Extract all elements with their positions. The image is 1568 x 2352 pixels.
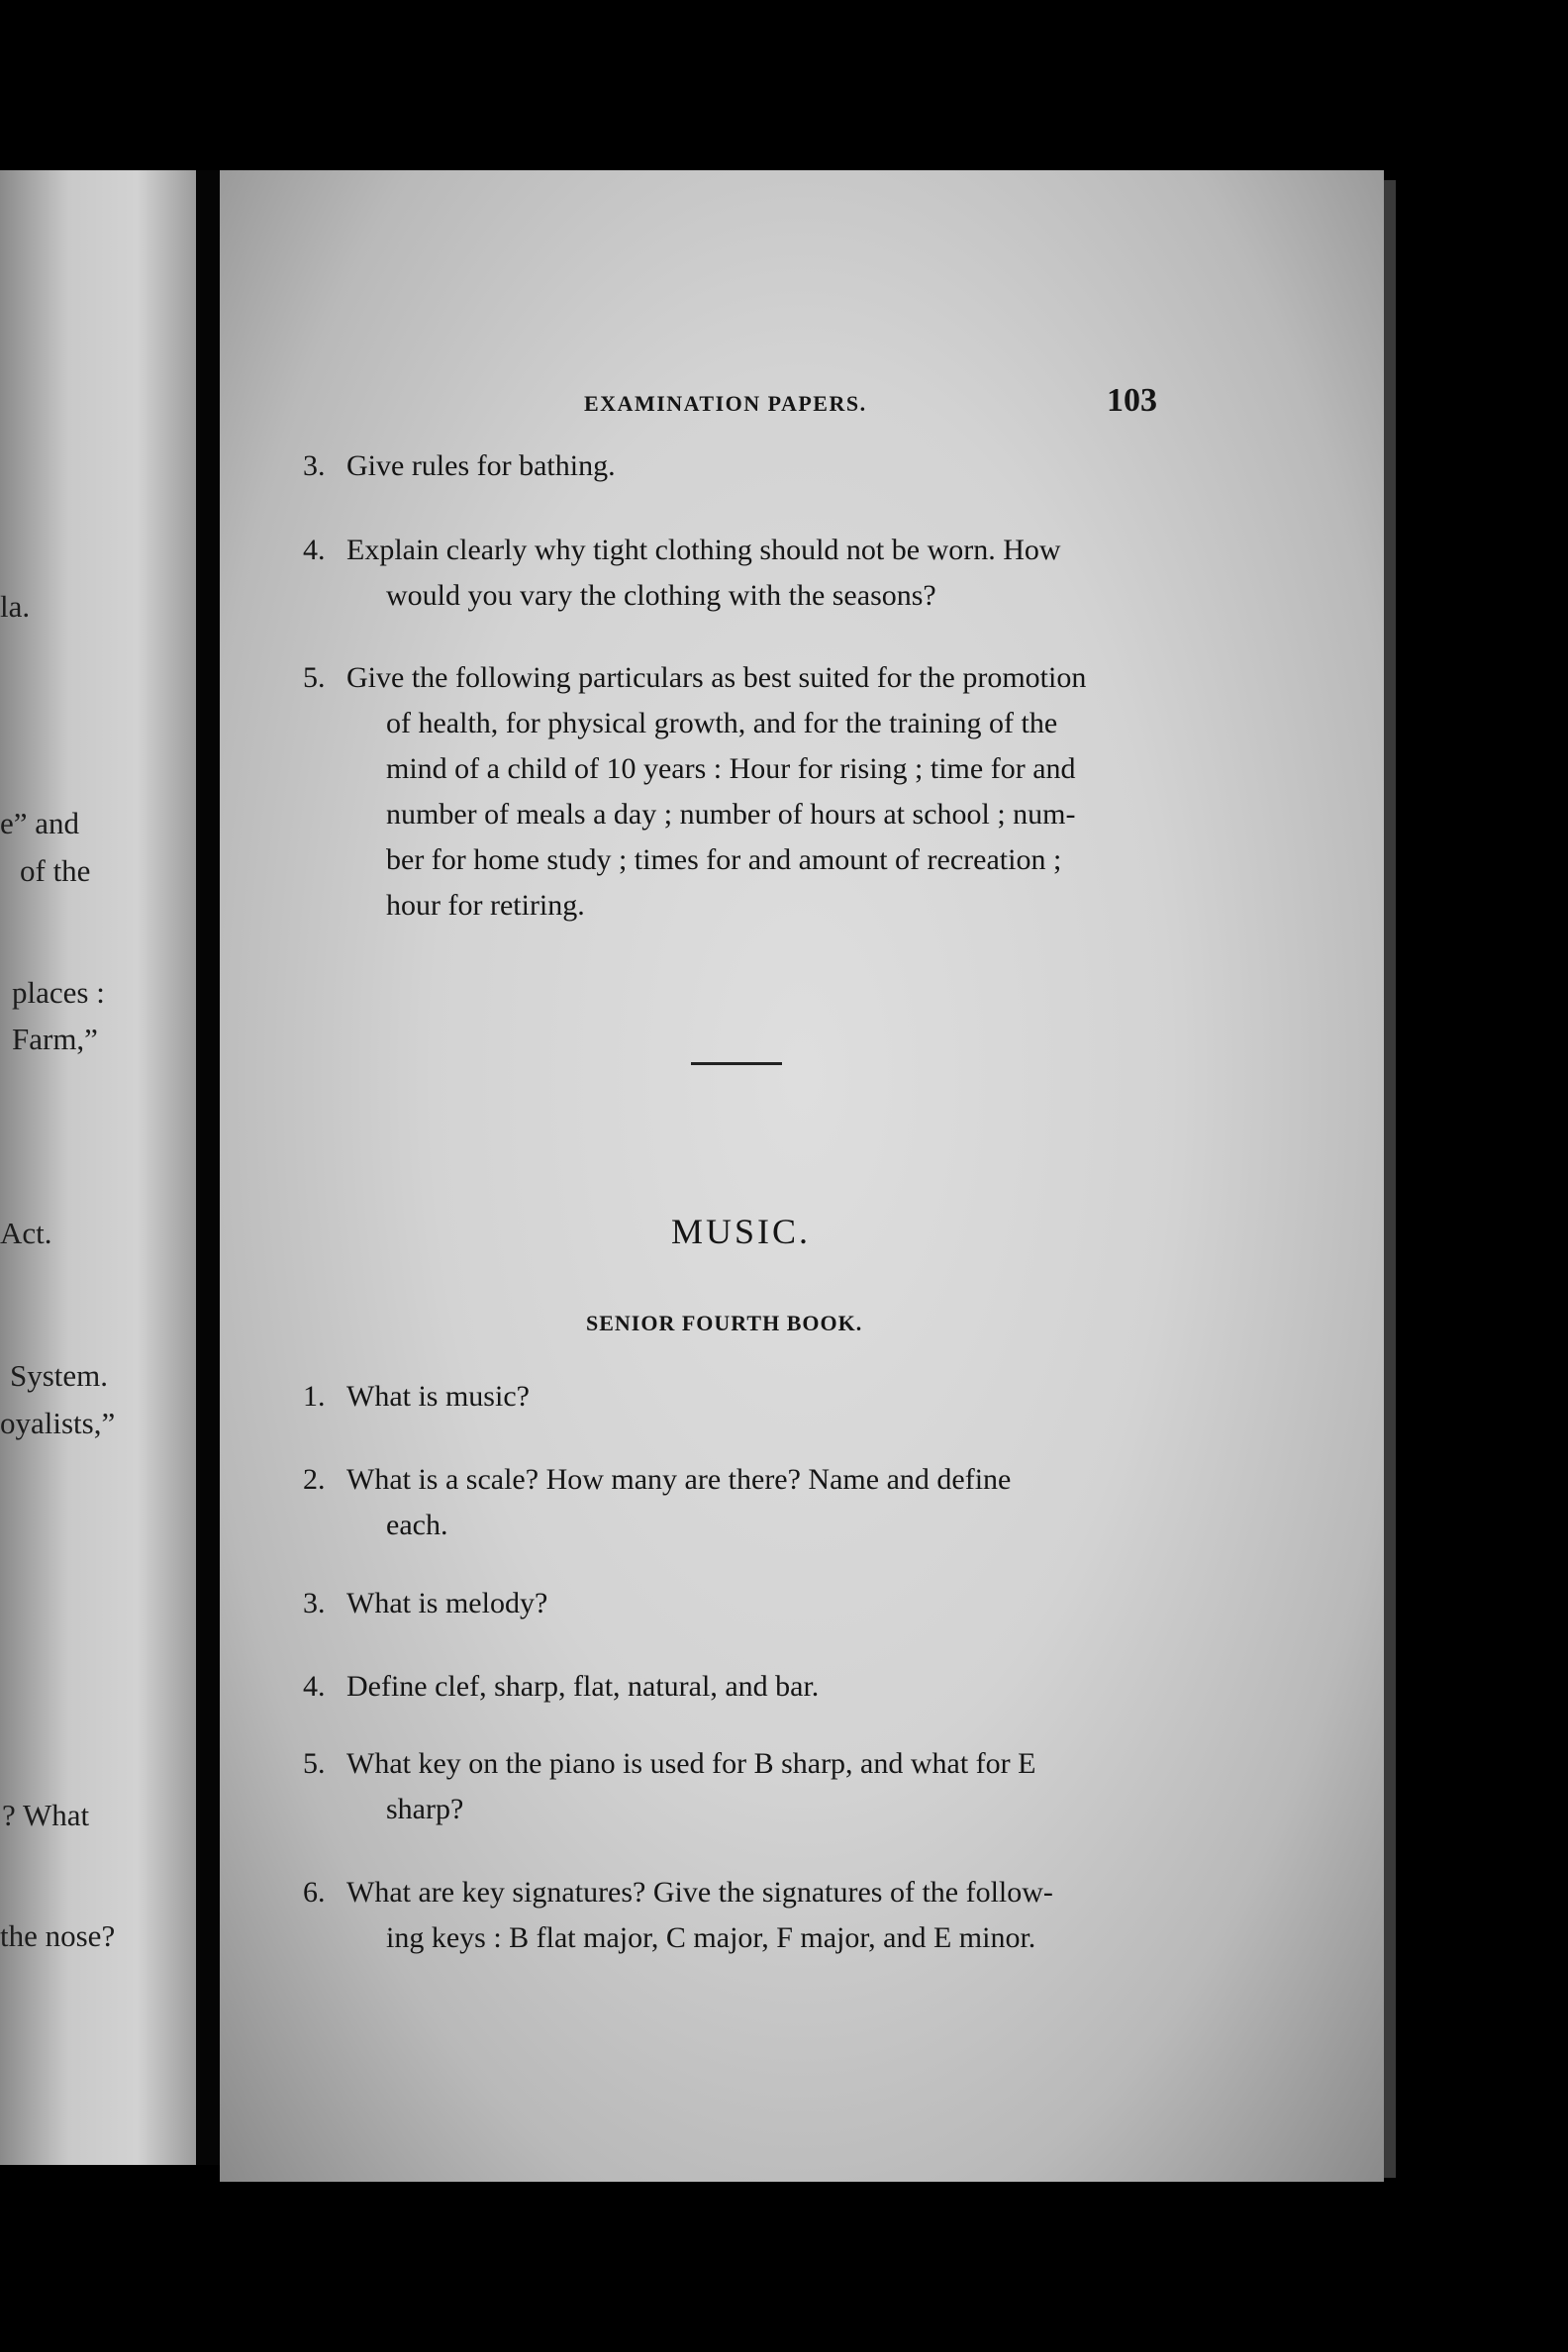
question-text: What are key signatures? Give the signatures of the follow- — [346, 1876, 1053, 1909]
left-page-fragment: of the — [20, 853, 91, 888]
question-number: 2. — [303, 1463, 326, 1496]
question-item — [303, 1374, 530, 1420]
question-text: number of meals a day ; number of hours at school ; num- — [386, 798, 1076, 831]
question-item — [303, 1664, 819, 1710]
question-number: 3. — [303, 449, 326, 482]
question-number: 3. — [303, 1587, 326, 1619]
left-page-fragment: e” and — [0, 806, 80, 840]
book-gutter — [196, 170, 220, 2165]
question-text: mind of a child of 10 years : Hour for rising ; time for and — [386, 752, 1076, 785]
question-item — [303, 1457, 1011, 1548]
left-page-fragment: ? What — [2, 1798, 90, 1832]
left-page-fragment: the nose? — [0, 1918, 116, 1953]
question-text: would you vary the clothing with the seasons? — [386, 579, 936, 612]
question-text: hour for retiring. — [386, 889, 585, 922]
question-number: 5. — [303, 1747, 326, 1780]
section-subtitle: SENIOR FOURTH BOOK. — [586, 1311, 863, 1335]
question-number: 4. — [303, 1670, 326, 1703]
question-text: Define clef, sharp, flat, natural, and bar. — [346, 1670, 820, 1703]
question-item — [303, 1581, 547, 1626]
question-number: 4. — [303, 534, 326, 566]
left-page-fragment: Act. — [0, 1216, 52, 1250]
question-number: 1. — [303, 1380, 326, 1413]
question-text: What is melody? — [346, 1587, 548, 1619]
question-number: 5. — [303, 661, 326, 694]
page-edge — [1384, 180, 1396, 2178]
question-item — [303, 443, 616, 489]
question-text: ber for home study ; times for and amount of recreation ; — [386, 843, 1062, 876]
question-item — [303, 655, 1086, 929]
question-text: Give rules for bathing. — [346, 449, 616, 482]
left-page-fragment: Farm,” — [12, 1022, 98, 1056]
left-page-fragment: System. — [10, 1358, 109, 1393]
question-item — [303, 1741, 1036, 1832]
left-page-fragment: la. — [0, 589, 31, 624]
question-text: What is music? — [346, 1380, 530, 1413]
page-number: 103 — [1107, 382, 1157, 419]
question-number: 6. — [303, 1876, 326, 1909]
section-title: MUSIC. — [671, 1212, 812, 1251]
question-text: Give the following particulars as best suited for the promotion — [346, 661, 1087, 694]
left-page — [0, 170, 196, 2165]
question-text: sharp? — [386, 1793, 464, 1825]
question-text: Explain clearly why tight clothing should not be worn. How — [346, 534, 1061, 566]
left-page-fragment: oyalists,” — [0, 1406, 116, 1440]
question-text: of health, for physical growth, and for the training of the — [386, 707, 1058, 739]
question-text: ing keys : B flat major, C major, F major, and E minor. — [386, 1921, 1036, 1954]
running-header: EXAMINATION PAPERS. — [584, 391, 867, 416]
question-text: What key on the piano is used for B sharp, and what for E — [346, 1747, 1036, 1780]
question-item — [303, 528, 1061, 619]
section-divider — [691, 1062, 782, 1065]
left-page-fragment: places : — [12, 975, 105, 1010]
question-item — [303, 1870, 1053, 1961]
question-text: each. — [386, 1509, 448, 1541]
question-text: What is a scale? How many are there? Name and define — [346, 1463, 1012, 1496]
